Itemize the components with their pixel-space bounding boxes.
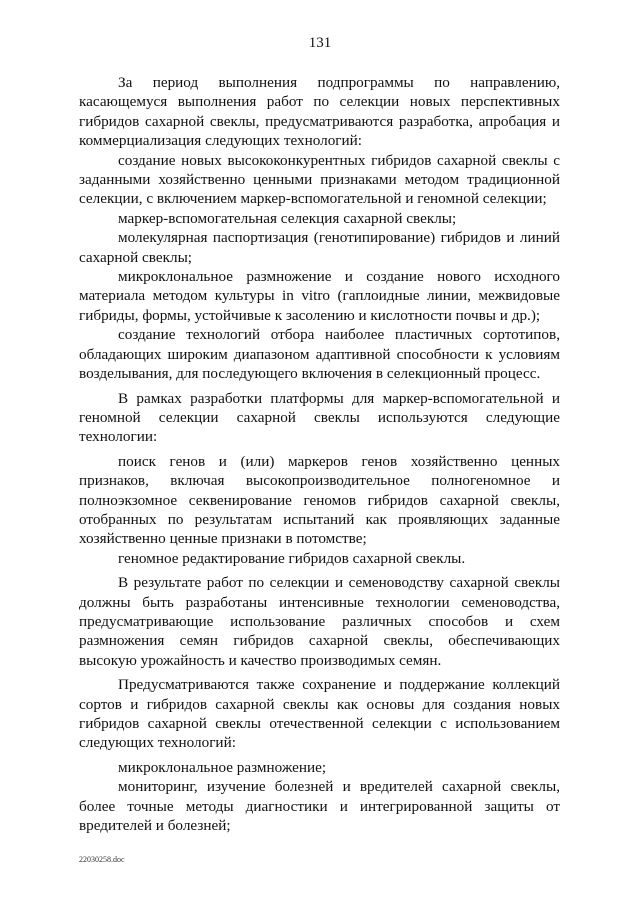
paragraph-collections: Предусматриваются также сохранение и поддержание коллекций сортов и гибридов сахарной свеклы как основы для создания новых гибридов сахарной свеклы отечественной селекции с использованием следующих технологий: (79, 676, 560, 752)
document-body (79, 73, 560, 835)
page-number: 131 (308, 35, 332, 51)
paragraph-item-marker-selection: маркер-вспомогательная селекция сахарной свеклы; (118, 209, 457, 227)
paragraph-intro: За период выполнения подпрограммы по направлению, касающемуся выполнения работ по селекции новых перспективных гибридов сахарной свеклы, предусматриваются разработка, апробация и коммерциализация следующих технологий: (79, 74, 560, 150)
paragraph-platform: В рамках разработки платформы для маркер-вспомогательной и геномной селекции сахарной свеклы используются следующие технологии: (79, 389, 560, 446)
paragraph-item-selection-technologies: создание технологий отбора наиболее пластичных сортотипов, обладающих широким диапазоном адаптивной способности к условиям возделывания, для последующего включения в селекционный процесс. (79, 326, 560, 383)
paragraph-item-gene-search: поиск генов и (или) маркеров генов хозяйственно ценных признаков, включая высокопроизводительное полногеномное и полноэкзомное секвенирование геномов гибридов сахарной свеклы, отобранных по результатам испытаний как проявляющих заданные хозяйственно ценные признаки в потомстве; (79, 452, 560, 548)
paragraph-item-new-hybrids: создание новых высококонкурентных гибридов сахарной свеклы с заданными хозяйственно ценными признаками методом традиционной селекции, с включением маркер-вспомогательной и геномной селекции; (79, 151, 560, 208)
paragraph-item-genome-editing: геномное редактирование гибридов сахарной свеклы. (118, 549, 466, 567)
paragraph-item-microclonal: микроклональное размножение и создание нового исходного материала методом культуры in vitro (гаплоидные линии, межвидовые гибриды, формы, устойчивые к засолению и кислотности почвы и др.); (79, 268, 560, 324)
paragraph-item-monitoring: мониторинг, изучение болезней и вредителей сахарной свеклы, более точные методы диагностики и интегрированной защиты от вредителей и болезней; (79, 778, 560, 835)
paragraph-seed-production: В результате работ по селекции и семеноводству сахарной свеклы должны быть разработаны интенсивные технологии семеноводства, предусматривающие использование различных способов и схем размножения семян гибридов сахарной свеклы, обеспечивающих высокую урожайность и качество производимых семян. (79, 574, 560, 669)
paragraph-item-microclonal-propagation: микроклональное размножение; (118, 758, 327, 776)
document-code: 22030258.doc (79, 855, 125, 864)
paragraph-item-genotyping: молекулярная паспортизация (генотипирование) гибридов и линий сахарной свеклы; (79, 229, 560, 266)
